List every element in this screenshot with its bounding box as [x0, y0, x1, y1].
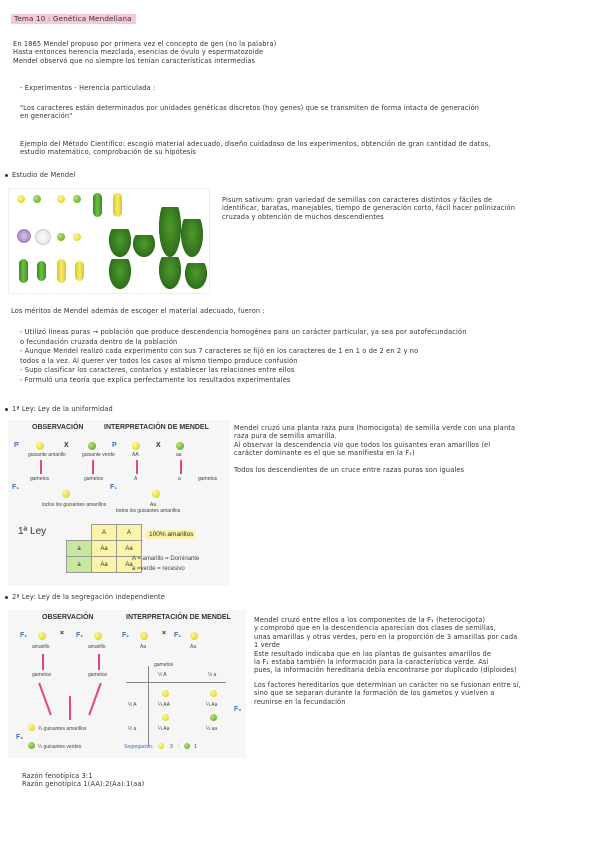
result-verdes: ¼ guisantes verdes: [38, 744, 82, 750]
p-label: P: [112, 442, 117, 449]
seed-icon: [38, 632, 46, 640]
ley2-line: y comprobó que en la descendencia aparecían dos clases de semillas,: [254, 624, 496, 633]
pea-traits-figure: [8, 188, 210, 294]
bullet-icon: [5, 174, 8, 177]
legend-dominant: A = amarillo = Dominante: [132, 556, 200, 562]
metodo-block: [20, 140, 491, 157]
todos-amarillos-label: todos los guisantes amarillos: [42, 502, 107, 508]
plant-icon: [109, 259, 131, 289]
razon-fenotipica: Razón fenotípica 3:1: [22, 772, 93, 780]
meritos-heading: Los méritos de Mendel además de escoger el material adecuado, fueron :: [11, 307, 265, 315]
genotype-AA: AA: [132, 452, 139, 458]
page-title: Tema 10 : Genética Mendeliana: [11, 14, 136, 24]
razon-genotipica: Razón genotípica 1(AA):2(Aa):1(aa): [22, 780, 145, 789]
seed-icon: [210, 690, 217, 697]
ley1-line: Al observar la descendencia vio que todos los guisantes eran amarillos (el: [234, 440, 491, 449]
observacion-heading: OBSERVACIÓN: [32, 424, 84, 431]
seed-icon: [57, 195, 65, 203]
metodo-line: Ejemplo del Método Científico: escogió material adecuado, diseño cuidadoso de los experimentos, obtención de gran cantidad de datos,: [20, 140, 491, 148]
gamete-half-a: ½ a: [128, 726, 137, 732]
arrow-icon: [180, 460, 182, 474]
amarillo-label: amarillo: [32, 644, 50, 650]
punnett-square: [66, 524, 142, 573]
ley1-title: 1ª Ley: Ley de la uniformidad: [12, 405, 113, 413]
seed-icon: [162, 690, 169, 697]
ley2-line: la F₁ estaba también la información para la característica verde. Así: [254, 658, 489, 667]
metodo-line: estudio matemático, comprobación de su hipótesis: [20, 148, 196, 157]
pisum-line: Pisum sativum: gran variedad de semillas con caracteres distintos y fáciles de: [222, 196, 493, 204]
seed-icon: [152, 490, 160, 498]
seed-icon: [88, 442, 96, 450]
f1-label: F₁: [76, 632, 84, 639]
ley2-line: sino que se separan durante la formación de los gametos y vuelven a: [254, 689, 495, 698]
punnett-header: A: [117, 525, 142, 541]
genotype-quarter-aa: ¼ aa: [206, 726, 218, 732]
seed-icon: [176, 442, 184, 450]
gametos-label: gametos: [84, 476, 104, 482]
pisum-block: [222, 196, 515, 221]
legend-recessive: a =verde = recesivo: [132, 566, 185, 572]
list-item: - Formuló una teoría que explica perfectamente los resultados experimentales: [20, 375, 291, 384]
gamete-half-A: ½ A: [128, 702, 137, 708]
segregacion-3: 3: [170, 744, 173, 750]
plant-icon: [185, 263, 207, 289]
arrow-icon: [92, 460, 94, 474]
f1-label: F₁: [12, 484, 20, 491]
plant-icon: [159, 207, 181, 257]
observacion-heading: OBSERVACIÓN: [42, 614, 94, 621]
divider: [126, 682, 226, 683]
ley1-line: raza pura de semilla amarilla.: [234, 432, 337, 441]
list-item: todos a la vez. Al querer ver todos los casos al mismo tiempo produce confusión: [20, 356, 298, 365]
bullet-icon: [5, 408, 8, 411]
pod-icon: [19, 259, 28, 283]
experimentos-heading: - Experimentos - Herencia particulada :: [20, 84, 156, 92]
punnett-header: A: [92, 525, 117, 541]
list-item: o fecundación cruzada dentro de la población: [20, 337, 178, 346]
arrow-icon: [136, 460, 138, 474]
pod-icon: [75, 261, 84, 281]
intro-line: Mendel observó que no siempre los tenían características intermedias: [13, 56, 256, 65]
result-amarillos: ¾ guisantes amarillos: [38, 726, 87, 732]
quote-block: [20, 104, 479, 121]
f1-label: F₁: [20, 632, 28, 639]
plant-icon: [181, 219, 203, 257]
ratio-colon: :: [178, 744, 180, 750]
punnett-header: a: [67, 541, 92, 557]
interpretacion-heading: INTERPRETACIÓN DE MENDEL: [126, 614, 231, 621]
gamete-a: a: [178, 476, 181, 482]
genotype-Aa: Aa: [190, 644, 197, 650]
list-item: - Supo clasificar los caracteres, contarlos y establecer las relaciones entre ellos: [20, 366, 295, 375]
pod-icon: [57, 259, 66, 283]
intro-line: En 1865 Mendel propuso por primera vez el concepto de gen (no la palabra): [13, 40, 277, 48]
punnett-cell: Aa: [117, 557, 142, 573]
gametos-label: gametos: [198, 476, 218, 482]
ley1-line: Todos los descendientes de un cruce entre razas puras son iguales: [234, 465, 465, 474]
seed-icon: [94, 632, 102, 640]
intro-line: Hasta entonces herencia mezclada, esencias de óvulo y espermatozoide: [13, 48, 264, 57]
cross-label: ×: [162, 630, 167, 637]
arrow-icon: [38, 683, 51, 715]
todos-amarillos-label: todos los guisantes amarillos: [116, 508, 181, 514]
arrow-icon: [42, 654, 44, 670]
ley1-text: [234, 424, 515, 474]
ley2-line: unas amarillas y otras verdes, pero en la proporción de 3 amarillas por cada: [254, 632, 518, 641]
gamete-A: A: [134, 476, 138, 482]
ley2-line: reunirse en la fecundación: [254, 697, 346, 706]
ley1-line: [234, 458, 515, 466]
segregacion-label: Segregación:: [124, 744, 154, 750]
ley1-heading: [5, 405, 113, 413]
seed-icon: [36, 442, 44, 450]
first-law-figure: [8, 420, 230, 586]
flower-icon: [17, 229, 31, 243]
f1-label: F₁: [122, 632, 130, 639]
list-item: - Aunque Mendel realizó cada experimento con sus 7 caracteres se fijó en los caracteres de 1 en 1 o de 2 en 2 y no: [20, 347, 419, 356]
f2-label: F₂: [234, 706, 242, 713]
estudio-title: Estudio de Mendel: [12, 171, 76, 179]
seed-icon: [28, 742, 35, 749]
ley-label: 1ª Ley: [18, 526, 47, 537]
punnett-cell: Aa: [117, 541, 142, 557]
ley2-line: Mendel cruzó entre ellos a los componentes de la F₁ (heterocigota): [254, 616, 486, 624]
genotype-Aa: Aa: [140, 644, 147, 650]
seed-icon: [73, 195, 81, 203]
amarillo-label: amarillo: [88, 644, 106, 650]
seed-icon: [57, 233, 65, 241]
quote-line: en generación": [20, 112, 73, 121]
seed-icon: [162, 714, 169, 721]
interpretacion-heading: INTERPRETACIÓN DE MENDEL: [104, 424, 209, 431]
f1-label: F₁: [174, 632, 182, 639]
razones-block: [22, 772, 144, 789]
pod-icon: [113, 193, 122, 217]
gamete-half-A: ½ A: [158, 672, 167, 678]
cross-label: ×: [60, 630, 65, 637]
second-law-figure: [8, 610, 246, 758]
genotype-quarter-Aa: ¼ Aa: [206, 702, 218, 708]
plant-icon: [109, 229, 131, 257]
gametos-label: gametos: [154, 662, 174, 668]
ley2-line: Este resultado indicaba que en las plantas de guisantes amarillos de: [254, 649, 492, 658]
gametos-label: gametos: [88, 672, 108, 678]
punnett-cell: Aa: [92, 541, 117, 557]
arrow-icon: [69, 696, 71, 720]
pod-icon: [93, 193, 102, 217]
gametos-label: gametos: [30, 476, 50, 482]
plant-icon: [159, 257, 181, 289]
seed-icon: [184, 743, 190, 749]
seed-icon: [132, 442, 140, 450]
arrow-icon: [88, 683, 101, 715]
flower-icon: [35, 229, 51, 245]
bullet-icon: [5, 596, 8, 599]
ley2-line: Los factores hereditarios que determinan un carácter no se fusionan entre sí,: [254, 680, 521, 689]
seed-icon: [28, 724, 35, 731]
seed-icon: [190, 632, 198, 640]
pisum-line: cruzada y obtención de muchos descendientes: [222, 212, 384, 221]
f1-label: F₁: [110, 484, 118, 491]
plant-icon: [133, 235, 155, 257]
meritos-list: [20, 328, 467, 386]
ley1-line: carácter dominante es el que se manifiesta en la F₁): [234, 449, 415, 458]
seed-icon: [62, 490, 70, 498]
ley2-line: pues, la información hereditaria debía encontrarse por duplicado (diploides): [254, 666, 517, 675]
gamete-half-a: ½ a: [208, 672, 217, 678]
genotype-Aa: Aa: [150, 502, 157, 508]
divider: [148, 666, 149, 746]
punnett-cell: Aa: [92, 557, 117, 573]
punnett-header: a: [67, 557, 92, 573]
genotype-quarter-AA: ¼ AA: [158, 702, 170, 708]
genotype-aa: aa: [176, 452, 182, 458]
percentage-badge: 100% amarillos: [146, 530, 196, 539]
quote-line: "Los caracteres están determinados por unidades genéticas discretos (hoy genes) que se transmiten de forma intacta de generación: [20, 104, 480, 112]
seed-icon: [17, 195, 25, 203]
ley1-line: Mendel cruzó una planta raza pura (homocigota) de semilla verde con una planta: [234, 424, 516, 432]
seed-icon: [33, 195, 41, 203]
arrow-icon: [40, 460, 42, 474]
ley2-line: 1 verde: [254, 641, 281, 650]
seed-icon: [158, 743, 164, 749]
p-label: P: [14, 442, 19, 449]
estudio-heading: [5, 171, 75, 179]
guisante-amarillo-label: guisante amarillo: [28, 452, 66, 458]
f2-label: F₂: [16, 734, 24, 741]
seed-icon: [140, 632, 148, 640]
pisum-line: identificar, baratas, manejables, tiempo de generación corto, fácil hacer polinización: [222, 204, 516, 213]
guisante-verde-label: guisante verde: [82, 452, 115, 458]
seed-icon: [210, 714, 217, 721]
ley2-text: [254, 616, 521, 706]
seed-icon: [73, 233, 81, 241]
segregacion-1: 1: [194, 744, 197, 750]
genotype-quarter-Aa: ¼ Aa: [158, 726, 170, 732]
pod-icon: [37, 261, 46, 281]
cross-label: X: [64, 442, 69, 449]
ley2-heading: [5, 593, 165, 601]
ley2-title: 2ª Ley: Ley de la segregación independiente: [12, 593, 165, 601]
intro-block: [13, 40, 276, 65]
cross-label: X: [156, 442, 161, 449]
gametos-label: gametos: [32, 672, 52, 678]
arrow-icon: [98, 654, 100, 670]
list-item: - Utilizó líneas puras → población que produce descendencia homogénea para un carácter particular, ya sea por autofecundación: [20, 328, 467, 336]
